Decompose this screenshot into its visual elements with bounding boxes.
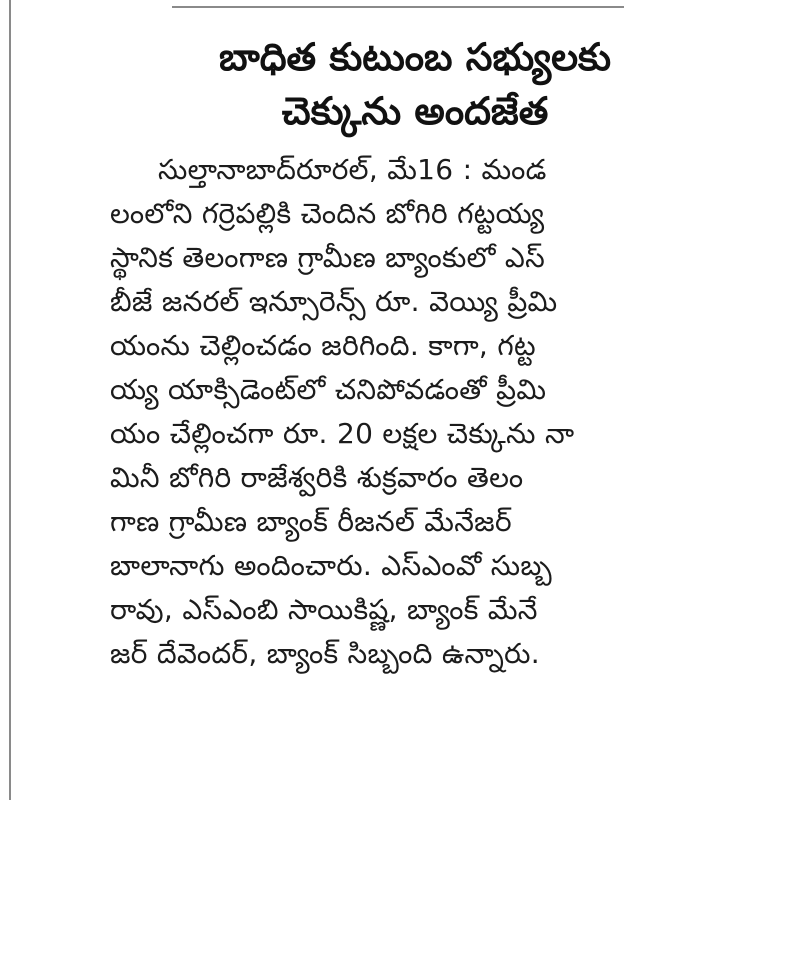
body-line: సుల్తానాబాద్‌రూరల్‌, మే16 : మండ bbox=[158, 153, 547, 186]
article-headline bbox=[110, 30, 720, 138]
body-line: మినీ బోగిరి రాజేశ్వరికి శుక్రవారం తెలం bbox=[110, 461, 524, 494]
news-article bbox=[110, 30, 720, 676]
body-line: యంను చెల్లించడం జరిగింది. కాగా, గట్ట bbox=[110, 329, 536, 362]
body-line: బీజే జనరల్‌ ఇన్సూరెన్స్‌ రూ. వెయ్యి ప్రీమి bbox=[110, 285, 558, 318]
body-line: జర్‌ దేవెందర్‌, బ్యాంక్‌ సిబ్బంది ఉన్నారు. bbox=[110, 637, 540, 670]
body-line: యం చేల్లించగా రూ. 20 లక్షల చెక్కును నా bbox=[110, 417, 575, 450]
body-line: గాణ గ్రామీణ బ్యాంక్‌ రీజనల్‌ మేనేజర్‌ bbox=[110, 505, 512, 538]
body-line: లంలోని గర్రెపల్లికి చెందిన బోగిరి గట్టయ్య bbox=[110, 197, 545, 230]
body-line: య్య యాక్సిడెంట్‌లో చనిపోవడంతో ప్రీమి bbox=[110, 373, 547, 406]
headline-line-1: బాధిత కుటుంబ సభ్యులకు bbox=[218, 35, 612, 79]
body-line: రావు, ఎస్‌ఎంబి సాయికిష్ణ, బ్యాంక్‌ మేనే bbox=[110, 593, 538, 626]
body-line: స్థానిక తెలంగాణ గ్రామీణ బ్యాంకులో ఎస్‌ bbox=[110, 241, 546, 274]
column-divider-top bbox=[172, 6, 624, 8]
body-line: బాలానాగు అందించారు. ఎస్‌ఎంవో సుబ్బ bbox=[110, 549, 553, 582]
headline-line-2: చెక్కును అందజేత bbox=[281, 89, 549, 133]
article-body bbox=[110, 148, 720, 676]
column-divider-left bbox=[9, 0, 11, 800]
